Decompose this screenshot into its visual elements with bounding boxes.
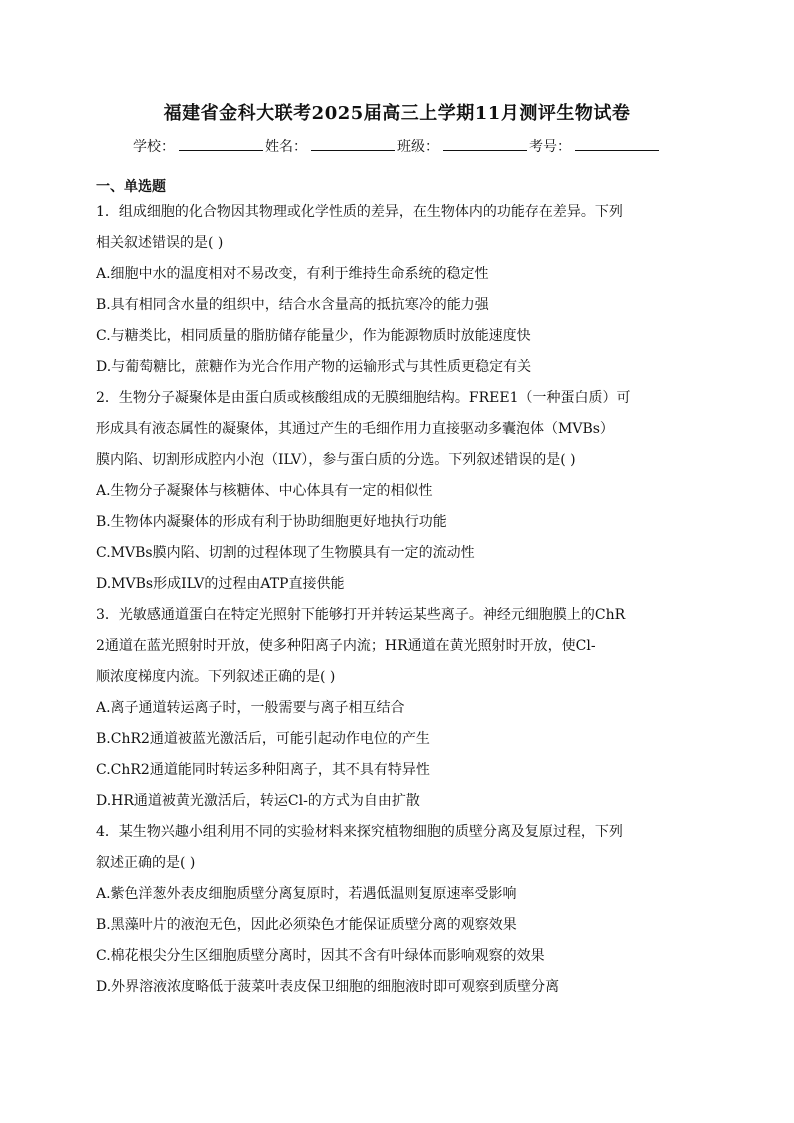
option-a: A.紫色洋葱外表皮细胞质壁分离复原时，若遇低温则复原速率受影响	[96, 886, 517, 902]
number-label: 考号：	[529, 139, 571, 155]
number-blank[interactable]	[575, 134, 659, 151]
option-c: C.棉花根尖分生区细胞质壁分离时，因其不含有叶绿体而影响观察的效果	[96, 948, 545, 964]
class-blank[interactable]	[443, 134, 527, 151]
class-label: 班级：	[397, 139, 439, 155]
question-3	[96, 600, 706, 817]
option-a: A.离子通道转运离子时，一般需要与离子相互结合	[96, 700, 405, 716]
option-c: C.与糖类比，相同质量的脂肪储存能量少，作为能源物质时放能速度快	[96, 328, 531, 344]
option-c: C.MVBs膜内陷、切割的过程体现了生物膜具有一定的流动性	[96, 545, 475, 561]
question-2	[96, 383, 706, 600]
question-stem-line: 叙述正确的是( )	[96, 855, 196, 871]
option-b: B.黑藻叶片的液泡无色，因此必须染色才能保证质壁分离的观察效果	[96, 917, 517, 933]
question-4	[96, 817, 706, 1003]
option-b: B.生物体内凝聚体的形成有利于协助细胞更好地执行功能	[96, 514, 447, 530]
question-stem-line: 相关叙述错误的是( )	[96, 235, 224, 251]
question-stem-line: 顺浓度梯度内流。下列叙述正确的是( )	[96, 669, 336, 685]
exam-title: 福建省金科大联考2025届高三上学期11月测评生物试卷	[163, 103, 631, 124]
school-label: 学校：	[133, 139, 175, 155]
question-stem-line: 1．组成细胞的化合物因其物理或化学性质的差异，在生物体内的功能存在差异。下列	[96, 204, 623, 220]
option-b: B.具有相同含水量的组织中，结合水含量高的抵抗寒冷的能力强	[96, 297, 489, 313]
option-d: D.外界溶液浓度略低于菠菜叶表皮保卫细胞的细胞液时即可观察到质壁分离	[96, 979, 560, 995]
option-d: D.与葡萄糖比，蔗糖作为光合作用产物的运输形式与其性质更稳定有关	[96, 359, 532, 375]
exam-content	[96, 177, 706, 1003]
question-stem-line: 2．生物分子凝聚体是由蛋白质或核酸组成的无膜细胞结构。FREE1（一种蛋白质）可	[96, 390, 631, 406]
section-heading: 一、单选题	[96, 179, 166, 195]
question-stem-line: 膜内陷、切割形成腔内小泡（ILV），参与蛋白质的分选。下列叙述错误的是( )	[96, 452, 576, 468]
option-d: D.HR通道被黄光激活后，转运Cl-的方式为自由扩散	[96, 793, 420, 809]
option-b: B.ChR2通道被蓝光激活后，可能引起动作电位的产生	[96, 731, 430, 747]
option-a: A.细胞中水的温度相对不易改变，有利于维持生命系统的稳定性	[96, 266, 489, 282]
question-stem-line: 4．某生物兴趣小组利用不同的实验材料来探究植物细胞的质壁分离及复原过程，下列	[96, 824, 623, 840]
name-blank[interactable]	[311, 134, 395, 151]
question-1	[96, 197, 706, 383]
name-label: 姓名：	[265, 139, 307, 155]
option-c: C.ChR2通道能同时转运多种阳离子，其不具有特异性	[96, 762, 430, 778]
question-stem-line: 形成具有液态属性的凝聚体，其通过产生的毛细作用力直接驱动多囊泡体（MVBs）	[96, 421, 614, 437]
school-blank[interactable]	[179, 134, 263, 151]
option-a: A.生物分子凝聚体与核糖体、中心体具有一定的相似性	[96, 483, 433, 499]
option-d: D.MVBs形成ILV的过程由ATP直接供能	[96, 576, 345, 592]
student-info-row	[0, 134, 794, 158]
question-stem-line: 2通道在蓝光照射时开放，使多种阳离子内流；HR通道在黄光照射时开放，使Cl-	[96, 638, 596, 654]
question-stem-line: 3．光敏感通道蛋白在特定光照射下能够打开并转运某些离子。神经元细胞膜上的ChR	[96, 607, 626, 623]
